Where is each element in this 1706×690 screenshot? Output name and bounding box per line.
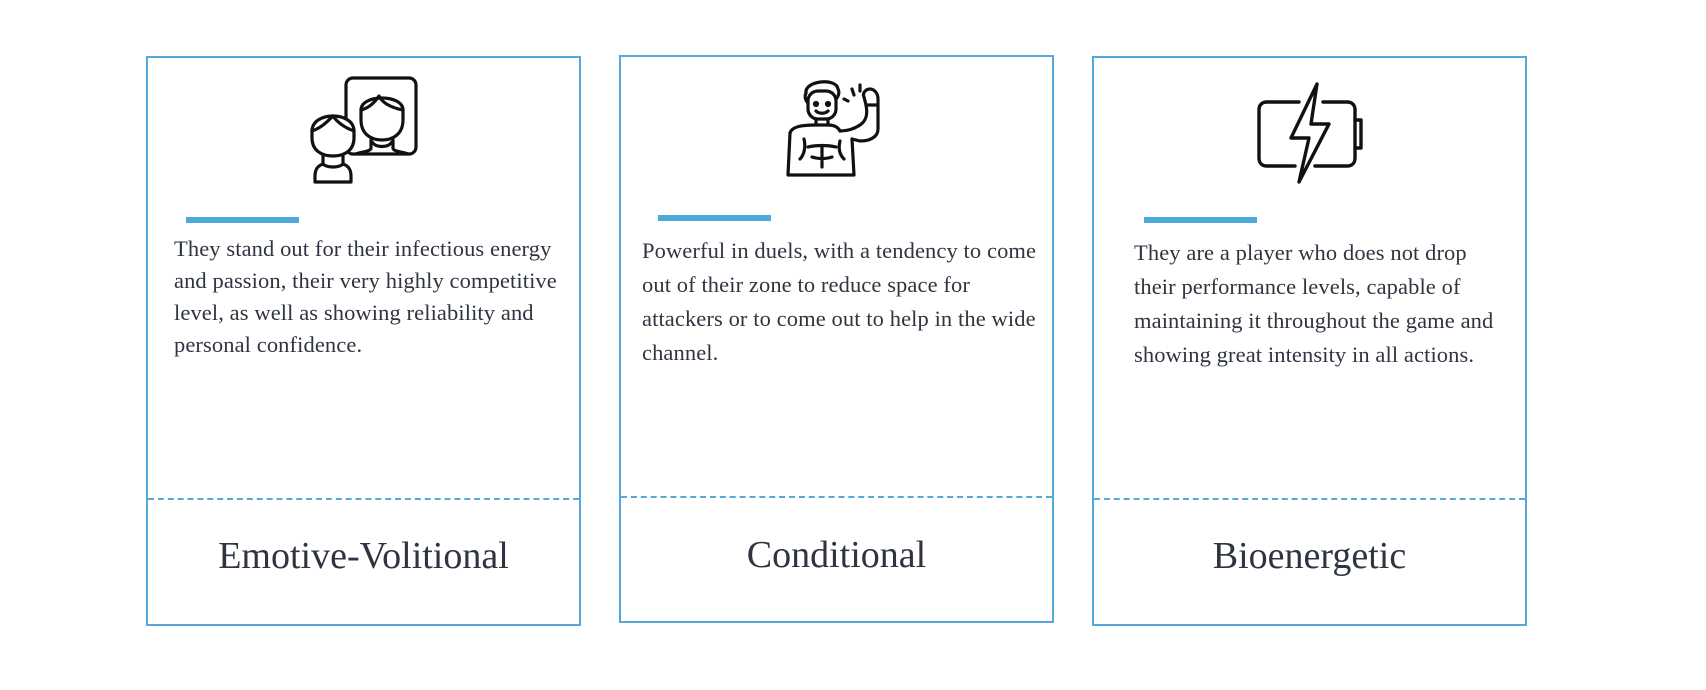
dashed-divider	[148, 498, 579, 500]
strong-man-icon	[621, 75, 1052, 185]
card-conditional	[619, 55, 1054, 623]
card-emotive-volitional	[146, 56, 581, 626]
card-bioenergetic	[1092, 56, 1527, 626]
battery-charging-icon	[1094, 76, 1525, 186]
dashed-divider	[1094, 498, 1525, 500]
card-title: Bioenergetic	[1212, 535, 1407, 577]
card-description: They stand out for their infectious energy and passion, their very highly competitive level, as well as showing reliability and personal confidence.	[174, 236, 557, 357]
accent-bar	[1144, 217, 1257, 223]
accent-bar	[658, 215, 771, 221]
card-description: Powerful in duels, with a tendency to come out of their zone to reduce space for attackers or to come out to help in the wide channel.	[642, 238, 1037, 365]
card-description: They are a player who does not drop their performance levels, capable of maintaining it throughout the game and showing great intensity in all actions.	[1134, 240, 1494, 367]
accent-bar	[186, 217, 299, 223]
card-title: Conditional	[746, 534, 927, 576]
video-call-icon	[148, 76, 579, 186]
card-title: Emotive-Volitional	[218, 535, 509, 577]
dashed-divider	[621, 496, 1052, 498]
